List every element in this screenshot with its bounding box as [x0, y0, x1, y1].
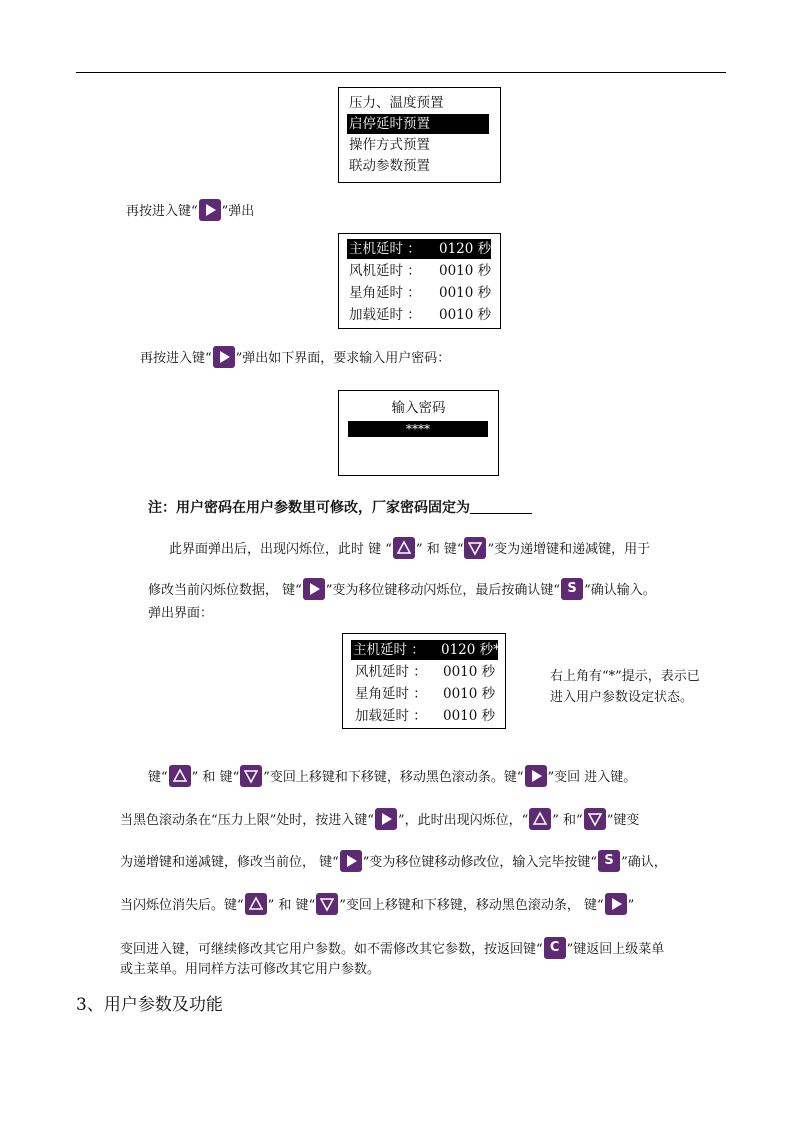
delay-row-selected: 主机延时 ： 0120 秒*: [353, 642, 500, 658]
enter-key-icon: [213, 346, 235, 368]
delay-row: 加载延时 ： 0010 秒: [349, 307, 492, 323]
delay-row: 加载延时 ： 0010 秒: [355, 708, 496, 724]
header-rule: [76, 72, 726, 73]
menu-item: 操作方式预置: [349, 137, 430, 153]
confirm-s-key-icon: S: [598, 850, 620, 872]
delay-row: 风机延时 ： 0010 秒: [355, 664, 496, 680]
delay-row: 风机延时 ： 0010 秒: [349, 263, 492, 279]
back-c-key-icon: C: [544, 937, 566, 959]
up-key-icon: [393, 537, 415, 559]
side-note: 右上角有“*”提示，表示已 进入用户参数设定状态。: [550, 669, 700, 705]
down-key-icon: [240, 765, 262, 787]
para1: 再按进入键“ ”弹出: [126, 199, 254, 221]
enter-key-icon: [303, 578, 325, 600]
para3-line2: 修改当前闪烁位数据， 键“ ”变为移位键移动闪烁位，最后按确认键“ S ”确认输入。: [148, 578, 656, 600]
delay-row: 星角延时 ： 0010 秒: [349, 285, 492, 301]
menu-screen: [338, 87, 501, 183]
para3-line3: 弹出界面：: [148, 606, 214, 621]
delay-row: 星角延时 ： 0010 秒: [355, 686, 496, 702]
note: 注：用户密码在用户参数里可修改，厂家密码固定为: [148, 497, 532, 517]
enter-key-icon: [375, 808, 397, 830]
up-key-icon: [169, 765, 191, 787]
enter-key-icon: [525, 765, 547, 787]
para4-line3: 为递增键和递减键，修改当前位， 键“ ”变为移位键移动修改位，输入完毕按键“ S ”确认，: [120, 850, 667, 872]
password-title: 输入密码: [391, 400, 446, 416]
para4-line2: 当黑色滚动条在“压力上限”处时，按进入键“ ”，此时出现闪烁位，“ ” 和“ ”键变: [120, 808, 639, 830]
enter-key-icon: [199, 199, 221, 221]
para4-line5: 变回进入键，可继续修改其它用户参数。如不需修改其它参数，按返回键“ C ”键返回上级菜单: [120, 937, 664, 959]
para2: 再按进入键“ ”弹出如下界面，要求输入用户密码：: [140, 346, 450, 368]
menu-item: 压力、温度预置: [349, 95, 444, 111]
delay-screen-2: [342, 633, 506, 729]
down-key-icon: [464, 537, 486, 559]
password-field[interactable]: ****: [348, 421, 488, 437]
para3-line1: 此界面弹出后，出现闪烁位，此时 键 “ ” 和 键“ ”变为递增键和递减键，用于: [169, 537, 650, 559]
blank-line: [470, 499, 532, 514]
password-screen: [338, 390, 499, 476]
menu-item-selected: 启停延时预置: [347, 114, 489, 134]
down-key-icon: [584, 808, 606, 830]
up-key-icon: [529, 808, 551, 830]
enter-key-icon: [605, 893, 627, 915]
delay-screen-1: [338, 233, 501, 329]
confirm-s-key-icon: S: [561, 578, 583, 600]
delay-row-selected: 主机延时 ： 0120 秒: [349, 241, 492, 257]
up-key-icon: [245, 893, 267, 915]
section-heading: 3、用户参数及功能: [76, 995, 223, 1015]
para4-line1: 键“ ” 和 键“ ”变回上移键和下移键，移动黑色滚动条。键“ ”变回 进入键。: [148, 765, 636, 787]
enter-key-icon: [340, 850, 362, 872]
down-key-icon: [316, 893, 338, 915]
menu-item: 联动参数预置: [349, 158, 430, 174]
para4-line6: 或主菜单。用同样方法可修改其它用户参数。: [120, 962, 381, 977]
para4-line4: 当闪烁位消失后。键“ ” 和 键“ ”变回上移键和下移键，移动黑色滚动条， 键“ ”: [120, 893, 634, 915]
